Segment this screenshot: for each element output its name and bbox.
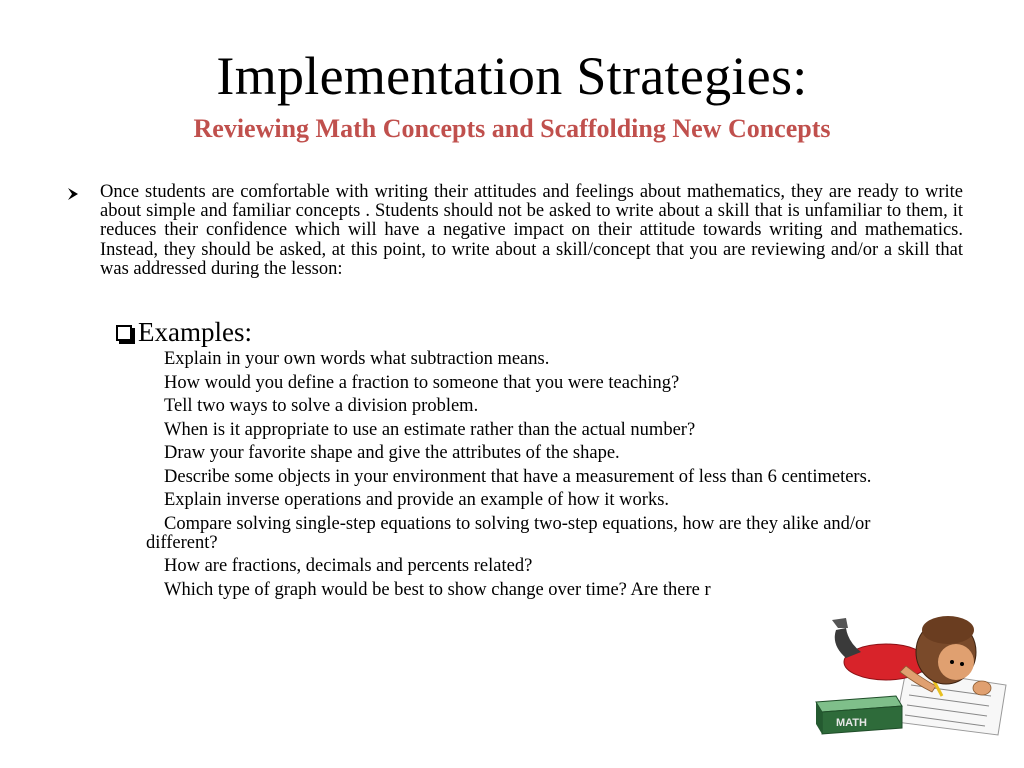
math-student-clipart: [806, 600, 1016, 740]
intro-paragraph: Once students are comfortable with writing their attitudes and feelings about mathematics, they are ready to write about simple and familiar concepts . Students should not be asked to write about a skill that is unfamiliar to them, it reduces their confidence which will have a negative impact on their attitude towards writing and mathematics. Instead, they should be asked, at this point, to write about a skill/concept that you are reviewing and/or a skill that was addressed during the lesson:: [100, 182, 963, 279]
list-item: Tell two ways to solve a division problem.: [164, 396, 479, 416]
arrow-bullet-icon: [66, 187, 80, 201]
examples-heading: [116, 316, 252, 348]
slide-subtitle: Reviewing Math Concepts and Scaffolding New Concepts: [193, 114, 831, 143]
examples-list: [146, 349, 922, 604]
student-writing-icon: [806, 600, 1016, 740]
list-item: When is it appropriate to use an estimate rather than the actual number?: [164, 419, 696, 440]
list-item: Draw your favorite shape and give the attributes of the shape.: [164, 443, 620, 463]
list-item: How would you define a fraction to someone that you were teaching?: [164, 372, 680, 393]
slide-title: Implementation Strategies:: [216, 46, 808, 106]
list-item: Compare solving single-step equations to solving two-step equations, how are they alike and/or different?: [146, 513, 922, 553]
examples-heading-label: Examples:: [138, 317, 252, 347]
list-item: Explain inverse operations and provide an example of how it works.: [164, 490, 670, 510]
list-item: Which type of graph would be best to show change over time? Are there r: [164, 579, 711, 600]
list-item: How are fractions, decimals and percents related?: [164, 556, 533, 576]
list-item: Describe some objects in your environment that have a measurement of less than 6 centimeters.: [164, 466, 872, 487]
book-label: MATH: [836, 717, 867, 729]
list-item: Explain in your own words what subtraction means.: [164, 349, 550, 369]
checkbox-bullet-icon: [116, 325, 132, 341]
